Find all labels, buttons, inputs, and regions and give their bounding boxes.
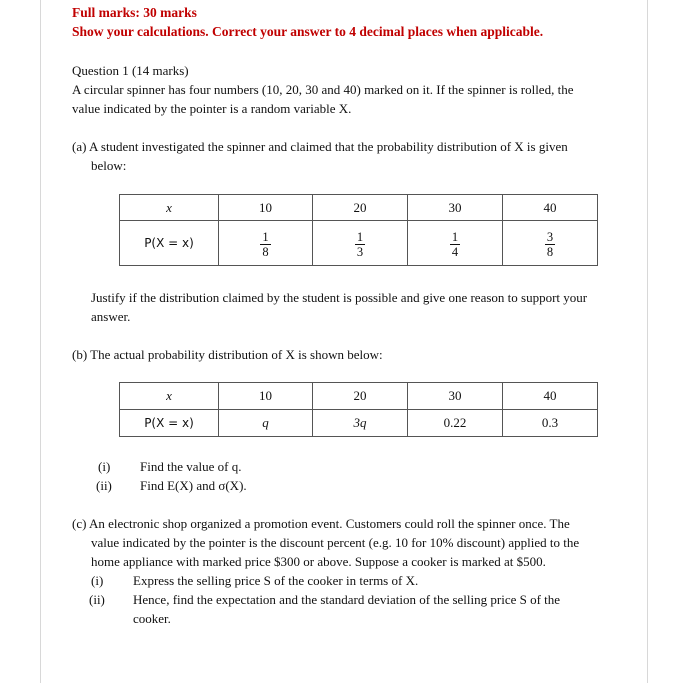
table-cell: 40 — [503, 383, 598, 410]
part-b-ii-label: (ii) — [96, 478, 112, 493]
table-cell-fraction: $\frac{1}{4}$ — [408, 221, 503, 266]
actual-distribution-table — [119, 382, 598, 437]
part-a-justify-line1: Justify if the distribution claimed by the student is possible and give one reason to support your — [91, 290, 588, 305]
question-intro-line2: value indicated by the pointer is a random variable X. — [72, 101, 352, 116]
part-c-line1: (c) An electronic shop organized a promotion event. Customers could roll the spinner once. The — [72, 516, 570, 531]
instructions-heading: Show your calculations. Correct your answer to 4 decimal places when applicable. — [72, 24, 544, 39]
table-cell: 20 — [313, 195, 408, 221]
table-header-probability: P(X = x) — [120, 410, 219, 437]
table-header-x: x — [120, 195, 219, 221]
table-row — [120, 221, 598, 266]
part-b-i-text: Find the value of q. — [140, 459, 242, 474]
page-left-border — [40, 0, 41, 683]
table-cell: 0.22 — [408, 410, 503, 437]
table-cell: 3q — [313, 410, 408, 437]
table-cell-fraction: $\frac{1}{3}$ — [313, 221, 408, 266]
table-cell: 0.3 — [503, 410, 598, 437]
part-a-justify-line2: answer. — [91, 309, 131, 324]
part-a-line2: below: — [91, 158, 127, 173]
table-cell: q — [219, 410, 313, 437]
table-cell: 10 — [219, 383, 313, 410]
part-c-ii-text-line1: Hence, find the expectation and the standard deviation of the selling price S of the — [133, 592, 561, 607]
table-cell-fraction: $\frac{3}{8}$ — [503, 221, 598, 266]
page-right-border — [647, 0, 648, 683]
part-b-line: (b) The actual probability distribution of X is shown below: — [72, 347, 383, 362]
part-b-i-label: (i) — [98, 459, 111, 474]
table-header-x: x — [120, 383, 219, 410]
table-cell: 40 — [503, 195, 598, 221]
table-cell: 20 — [313, 383, 408, 410]
table-header-probability: P(X = x) — [120, 221, 219, 266]
question-intro-line1: A circular spinner has four numbers (10, 20, 30 and 40) marked on it. If the spinner is rolled, the — [72, 82, 574, 97]
part-c-ii-text-line2: cooker. — [133, 611, 171, 626]
claimed-distribution-table — [119, 194, 598, 266]
table-row — [120, 195, 598, 221]
part-c-ii-label: (ii) — [89, 592, 105, 607]
table-cell: 30 — [408, 383, 503, 410]
table-row — [120, 383, 598, 410]
table-cell-fraction: $\frac{1}{8}$ — [219, 221, 313, 266]
question-title: Question 1 (14 marks) — [72, 63, 189, 78]
part-c-line2: value indicated by the pointer is the discount percent (e.g. 10 for 10% discount) applied to the — [91, 535, 580, 550]
part-c-line3: home appliance with marked price $300 or above. Suppose a cooker is marked at $500. — [91, 554, 546, 569]
part-a-line1: (a) A student investigated the spinner and claimed that the probability distribution of X is given — [72, 139, 568, 154]
part-c-i-text: Express the selling price S of the cooker in terms of X. — [133, 573, 419, 588]
part-b-ii-text: Find E(X) and σ(X). — [140, 478, 247, 493]
full-marks-heading: Full marks: 30 marks — [72, 5, 197, 20]
table-row — [120, 410, 598, 437]
table-cell: 10 — [219, 195, 313, 221]
table-cell: 30 — [408, 195, 503, 221]
part-c-i-label: (i) — [91, 573, 104, 588]
